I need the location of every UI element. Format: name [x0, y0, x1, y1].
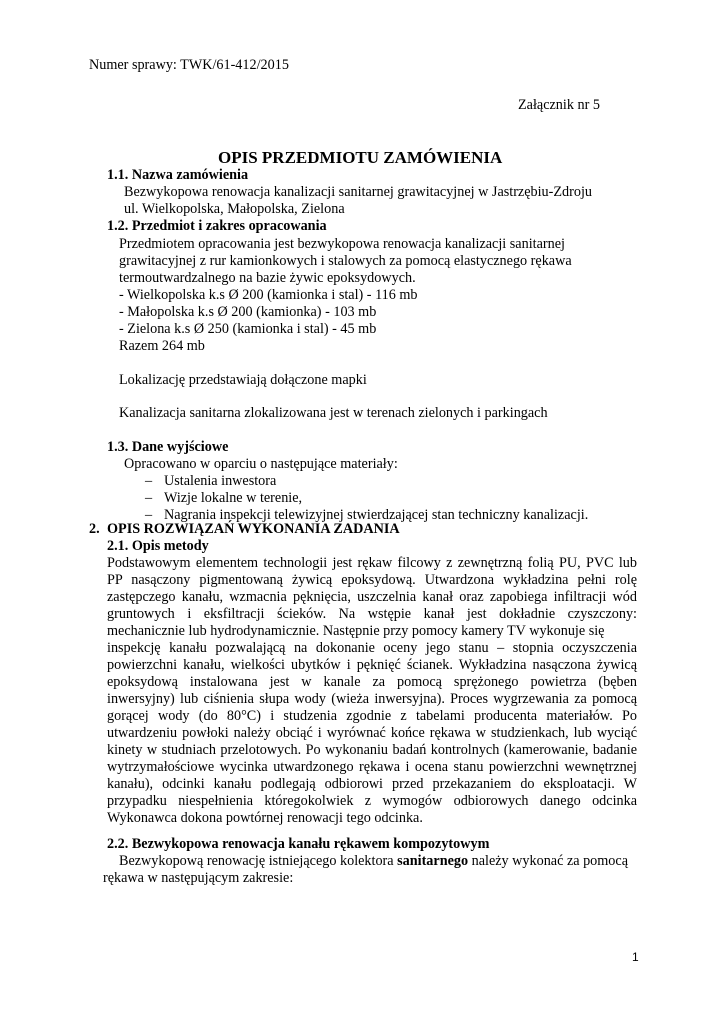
list-item: Nagrania inspekcji telewizyjnej stwierdzającej stan techniczny kanalizacji. [164, 507, 589, 523]
paragraph-line: gorącej wody (do 80°C) i studzenia zgodnie z tabelami producenta materiałów. Po [107, 708, 637, 724]
dash-bullet: – [145, 507, 153, 523]
paragraph-line: mechanicznie lub hydrodynamicznie. Następnie przy pomocy kamery TV wykonuje się [107, 623, 605, 639]
s2-2-line-start: Bezwykopową renowację istniejącego kolektora [119, 853, 398, 869]
page-title: OPIS PRZEDMIOTU ZAMÓWIENIA [218, 148, 503, 167]
section-1-2-heading: 1.2. Przedmiot i zakres opracowania [107, 218, 327, 234]
dash-bullet: – [145, 490, 153, 506]
section-1-1-heading: 1.1. Nazwa zamówienia [107, 167, 249, 183]
s1-1-line: Bezwykopowa renowacja kanalizacji sanitarnej grawitacyjnej w Jastrzębiu-Zdroju [124, 184, 592, 200]
s1-2-line: - Małopolska k.s Ø 200 (kamionka) - 103 mb [119, 304, 377, 320]
paragraph-line: inwersyjny) lub ciśnienia słupa wody (wieża inwersyjna). Proces wygrzewania za pomocą [107, 691, 637, 707]
paragraph-line: Wykonawca dokona powtórnej renowacji tego odcinka. [107, 810, 423, 826]
case-number: Numer sprawy: TWK/61-412/2015 [89, 57, 289, 73]
section-2-heading: OPIS ROZWIĄZAŃ WYKONANIA ZADANIA [107, 521, 400, 537]
paragraph-line: epoksydową instalowana jest w kanale za pomocą sprężonego powietrza (bęben [107, 674, 637, 690]
paragraph-line: zastępczego kanału, wzmacnia pęknięcia, uszczelnia kanał oraz zapobiega infiltracji wód [107, 589, 637, 605]
paragraph-line: gruntowych i eksfiltracji ścieków. Na wstępie kanał jest dokładnie czyszczony: [107, 606, 637, 622]
s1-2-line: Przedmiotem opracowania jest bezwykopowa renowacja kanalizacji sanitarnej [119, 236, 565, 252]
s2-2-line [119, 853, 628, 870]
section-2-number: 2. [89, 521, 100, 537]
list-item: Wizje lokalne w terenie, [164, 490, 303, 506]
attachment-label: Załącznik nr 5 [518, 97, 600, 113]
dash-bullet: – [145, 473, 153, 489]
s2-2-line-end: należy wykonać za pomocą [468, 853, 628, 869]
paragraph-line: wytrzymałościowe wycinka utwardzonego rękawa i ocena stanu powierzchni wewnętrznej [107, 759, 637, 775]
s1-2-line: Razem 264 mb [119, 338, 205, 354]
location-note: Kanalizacja sanitarna zlokalizowana jest w terenach zielonych i parkingach [119, 405, 548, 421]
section-2-1-heading: 2.1. Opis metody [107, 538, 209, 554]
s1-3-intro: Opracowano w oparciu o następujące materiały: [124, 456, 398, 472]
s1-2-line: grawitacyjnej z rur kamionkowych i stalowych za pomocą elastycznego rękawa [119, 253, 572, 269]
s1-2-line: termoutwardzalnego na bazie żywic epoksydowych. [119, 270, 416, 286]
section-1-3-heading: 1.3. Dane wyjściowe [107, 439, 229, 455]
s1-2-line: - Zielona k.s Ø 250 (kamionka i stal) - 45 mb [119, 321, 377, 337]
paragraph-line: przypadku niespełnienia któregokolwiek z wymogów odbiorowych danego odcinka [107, 793, 637, 809]
maps-note: Lokalizację przedstawiają dołączone mapki [119, 372, 367, 388]
section-2-2-heading: 2.2. Bezwykopowa renowacja kanału rękawem kompozytowym [107, 836, 490, 852]
paragraph-line: inspekcję kanału pozwalającą na dokonanie oceny jego stanu – stopnia oczyszczenia [107, 640, 637, 656]
s2-2-line: rękawa w następującym zakresie: [103, 870, 294, 886]
method-paragraph [107, 555, 637, 827]
list-item: Ustalenia inwestora [164, 473, 277, 489]
s2-2-line-bold: sanitarnego [397, 853, 469, 869]
paragraph-line: kinety w studniach przelotowych. Po wykonaniu badań kontrolnych (kamerowanie, badanie [107, 742, 637, 758]
s1-2-line: - Wielkopolska k.s Ø 200 (kamionka i stal) - 116 mb [119, 287, 418, 303]
paragraph-line: PP nasączony pigmentowaną żywicą epoksydową. Utwardzona wykładzina pełni rolę [107, 572, 637, 588]
paragraph-line: powierzchni kanału, wielkości ubytków i pęknięć ścianek. Wykładzina nasączona żywicą [107, 657, 637, 673]
paragraph-line: Podstawowym elementem technologii jest rękaw filcowy z zewnętrzną folią PU, PVC lub [107, 555, 637, 571]
s1-1-line: ul. Wielkopolska, Małopolska, Zielona [124, 201, 345, 217]
page-number: 1 [632, 950, 639, 964]
paragraph-line: kanału), odcinki kanału podlegają odbiorowi przed przekazaniem do eksploatacji. W [107, 776, 637, 792]
paragraph-line: utwardzeniu powłoki należy obciąć i wyrównać końce rękawa w studzienkach, lub wyciąć [107, 725, 637, 741]
